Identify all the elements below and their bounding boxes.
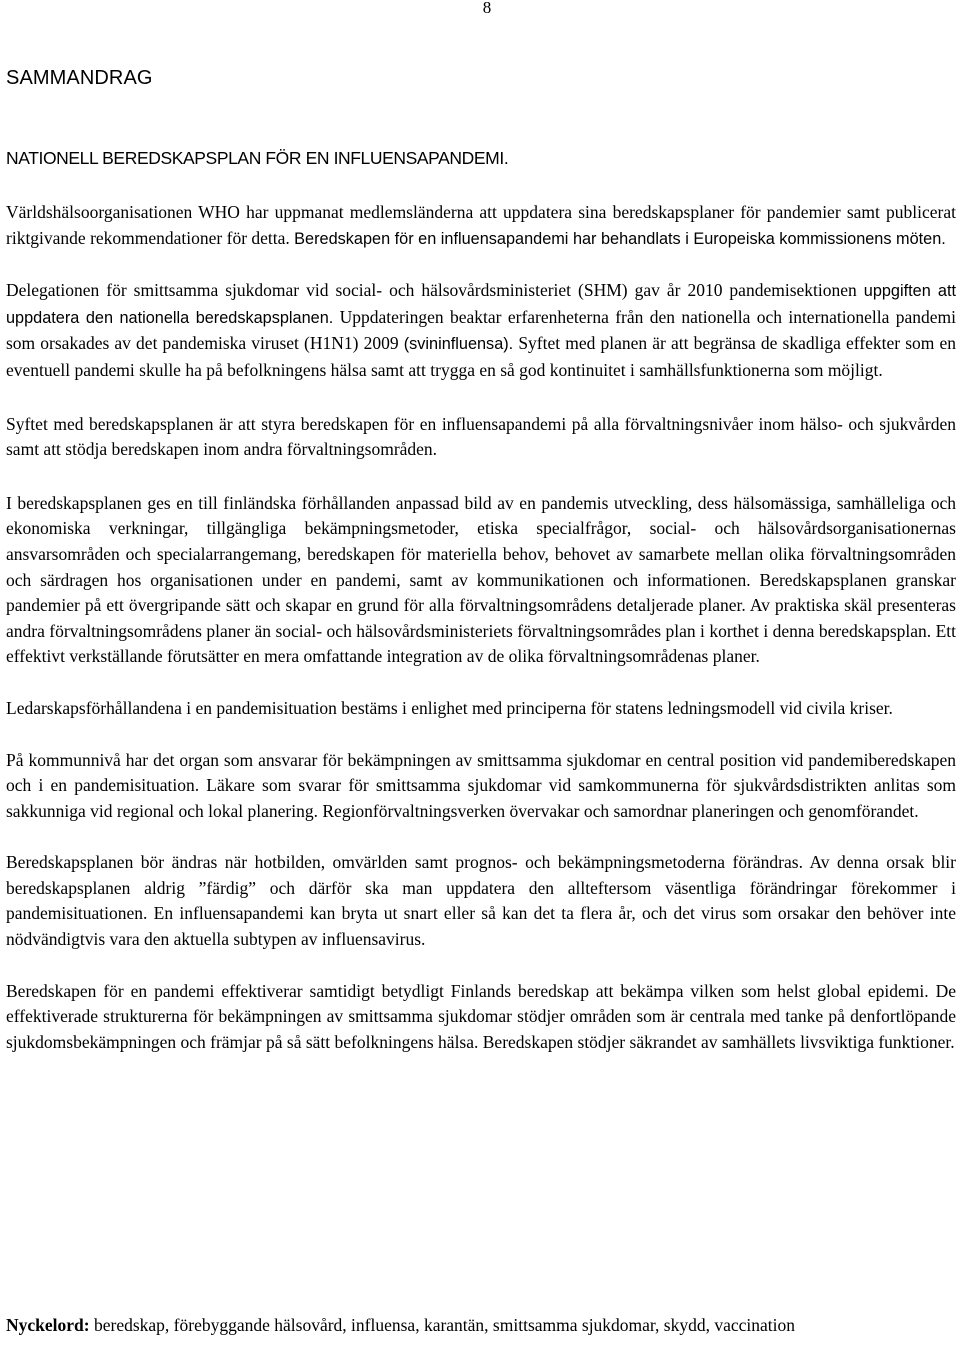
paragraph-who	[6, 200, 956, 252]
paragraph-delegation-purpose: Syftet med planen är att begränsa de skadliga effekter som en eventuell pandemi skulle ha på befolkningens hälsa samt att trygga en så god kontinuitet i samhällsfunktionerna som möjligt.	[6, 333, 957, 380]
document-title: SAMMANDRAG	[6, 67, 153, 89]
keywords-value: beredskap, förebyggande hälsovård, influensa, karantän, smittsamma sjukdomar, skydd, vaccination	[93, 1315, 796, 1335]
body-text	[6, 200, 956, 1081]
section-heading: NATIONELL BEREDSKAPSPLAN FÖR EN INFLUENSAPANDEMI.	[6, 148, 509, 168]
keywords-label: Nyckelord:	[6, 1315, 90, 1335]
paragraph-who-text: Världshälsoorganisationen WHO har uppmanat medlemsländerna att uppdatera sina beredskapsplaner för pandemier samt publicerat riktgivande rekommendationer för detta.	[6, 202, 956, 248]
paragraph-effects: Beredskapen för en pandemi effektiverar samtidigt betydligt Finlands beredskap att bekämpa vilken som helst global epidemi. De effektiverade strukturerna för bekämpningen av smittsamma sjukdomar stödjer områden som är centrala med tanke på denfortlöpande sjukdomsbekämpningen och främjar på så sätt befolkningens hälsa. Beredskapen stödjer säkrandet av samhällets livsviktiga funktioner.	[6, 980, 956, 1052]
paragraph-leadership: Ledarskapsförhållandena i en pandemisituation bestäms i enlighet med principerna för statens ledningsmodell vid civila kriser.	[6, 697, 893, 718]
paragraph-who-commission: Beredskapen för en influensapandemi har behandlats i Europeiska kommissionens möten.	[294, 229, 946, 248]
paragraph-municipal: På kommunnivå har det organ som ansvarar för bekämpningen av smittsamma sjukdomar en central position vid pandemiberedskapen och i en pandemisituation. Läkare som svarar för smittsamma sjukdomar vid samkommunerna för sjukvårdsdistrikten anlitas som sakkunniga vid regional och lokal planering. Regionförvaltningsverken övervakar och samordnar planeringen och genomförandet.	[6, 749, 956, 821]
paragraph-delegation-text: Delegationen för smittsamma sjukdomar vid social- och hälsovårdsministeriet (SHM) gav år 2010 pandemisektionen	[6, 280, 857, 301]
paragraph-plan-contents: I beredskapsplanen ges en till finländska förhållanden anpassad bild av en pandemis utveckling, dess hälsomässiga, samhälleliga och ekonomiska verkningar, tillgängliga bekämpningsmetoder, etiska specialfrågor, social- och hälsovårdsorganisationernas ansvarsområden och specialarrangemang, beredskapen för materiella behov, behovet av samarbete mellan olika förvaltningsområden och särdragen hos organisationen under en pandemi, samt av kommunikationen och informationen. Beredskapsplanen granskar pandemier på ett övergripande sätt och skapar en grund för alla förvaltningsområdens detaljerade planer. Av praktiska skäl presenteras andra förvaltningsområdens planer än social- och hälsovårdsministeriets förvaltningsområdes plan i korthet i denna beredskapsplan. Ett effektivt verkställande förutsätter en mera omfattande integration av de olika förvaltningsområdenas planer.	[6, 492, 956, 667]
paragraph-delegation-update: Uppdateringen beaktar erfarenheterna från den nationella och internationella pandemi som orsakades av det pandemiska viruset (H1N1) 2009	[6, 306, 957, 354]
paragraph-delegation-task: uppgiften att uppdatera den nationella beredskapsplanen.	[6, 282, 956, 327]
paragraph-updates: Beredskapsplanen bör ändras när hotbilden, omvärlden samt prognos- och bekämpningsmetoderna förändras. Av denna orsak blir beredskapsplanen aldrig ”färdig” och därför ska man uppdatera den allteftersom väsentliga förändringar förekommer i pandemisituationen. En influensapandemi kan bryta ut snart eller så kan det ta flera år, och det virus som orsakar den behöver inte nödvändigtvis vara den aktuella subtypen av influensavirus.	[6, 852, 956, 950]
paragraph-purpose: Syftet med beredskapsplanen är att styra beredskapen för en influensapandemi på alla förvaltningsnivåer inom hälso- och sjukvården samt att stödja beredskapen inom andra förvaltningsområden.	[6, 413, 956, 460]
keywords	[6, 1312, 956, 1339]
paragraph-delegation	[6, 278, 956, 383]
paragraph-delegation-swineflu: (svininfluensa).	[403, 335, 514, 354]
page-number: 8	[482, 0, 492, 17]
